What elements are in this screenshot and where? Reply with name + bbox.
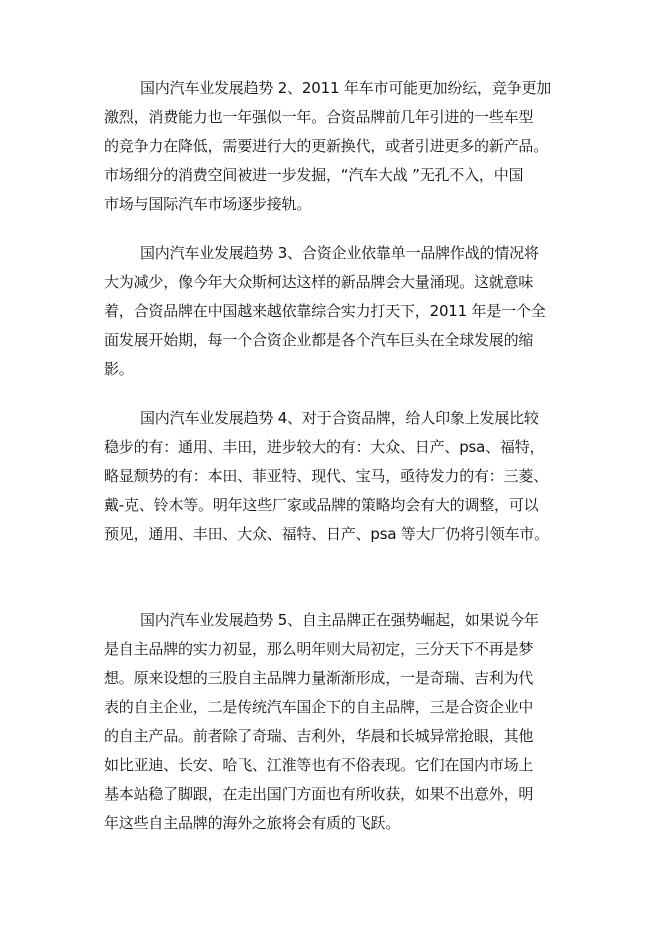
paragraph-line: 着，合资品牌在中国越来越依靠综合实力打天下，2011 年是一个全 (104, 302, 546, 320)
paragraph-line: 的竞争力在降低，需要进行大的更新换代，或者引进更多的新产品。 (104, 137, 549, 155)
paragraph-line: 的自主产品。前者除了奇瑞、吉利外，华晨和长城异常抢眼，其他 (104, 727, 534, 745)
paragraph-line: 国内汽车业发展趋势 3、合资企业依靠单一品牌作战的情况将 (140, 244, 539, 262)
paragraph-trend-4 (104, 404, 574, 549)
paragraph-line: 是自主品牌的实力初显，那么明年则大局初定，三分天下不再是梦 (104, 640, 534, 658)
paragraph-line: 国内汽车业发展趋势 2、2011 年车市可能更加纷纭，竞争更加 (140, 79, 552, 97)
paragraph-trend-3 (104, 239, 574, 384)
paragraph-line: 表的自主企业，二是传统汽车国企下的自主品牌，三是合资企业中 (104, 698, 534, 716)
paragraph-line: 影。 (104, 360, 134, 378)
paragraph-line: 如比亚迪、长安、哈飞、江淮等也有不俗表现。它们在国内市场上 (104, 756, 534, 774)
paragraph-line: 稳步的有：通用、丰田，进步较大的有：大众、日产、psa、福特， (104, 438, 545, 456)
paragraph-line: 基本站稳了脚跟，在走出国门方面也有所收获，如果不出意外，明 (104, 785, 534, 803)
paragraph-line: 国内汽车业发展趋势 5、自主品牌正在强势崛起，如果说今年 (140, 611, 539, 629)
paragraph-line: 想。原来设想的三股自主品牌力量渐渐形成，一是奇瑞、吉利为代 (104, 669, 534, 687)
paragraph-line: 大为减少，像今年大众斯柯达这样的新品牌会大量涌现。这就意味 (104, 273, 534, 291)
paragraph-line: 市场细分的消费空间被进一步发掘，“汽车大战 ”无孔不入，中国 (104, 166, 524, 184)
paragraph-trend-2 (104, 74, 574, 219)
paragraph-line: 国内汽车业发展趋势 4、对于合资品牌，给人印象上发展比较 (140, 409, 539, 427)
paragraph-trend-5 (104, 606, 574, 838)
paragraph-line: 市场与国际汽车市场逐步接轨。 (104, 195, 312, 213)
paragraph-line: 戴-克、铃木等。明年这些厂家或品牌的策略均会有大的调整，可以 (104, 496, 539, 514)
paragraph-line: 略显颓势的有：本田、菲亚特、现代、宝马，亟待发力的有：三菱、 (104, 467, 549, 485)
paragraph-line: 面发展开始期，每一个合资企业都是各个汽车巨头在全球发展的缩 (104, 331, 534, 349)
paragraph-line: 年这些自主品牌的海外之旅将会有质的飞跃。 (104, 814, 401, 832)
paragraph-line: 预见，通用、丰田、大众、福特、日产、psa 等大厂仍将引领车市。 (104, 525, 549, 543)
paragraph-line: 激烈，消费能力也一年强似一年。合资品牌前几年引进的一些车型 (104, 108, 534, 126)
